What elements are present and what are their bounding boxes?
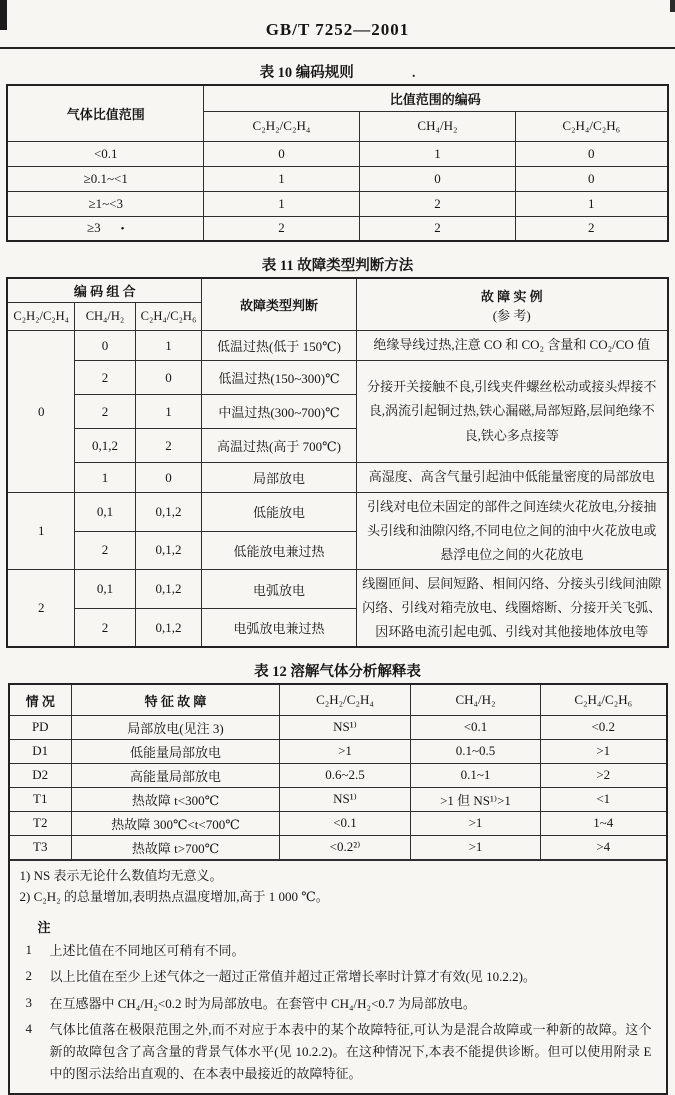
note-number: 1 <box>25 942 32 958</box>
fault-cell: 局部放电(见注 3) <box>72 715 280 739</box>
code-cell: 0 <box>203 141 359 166</box>
note-number: 4 <box>25 1020 32 1036</box>
case-cell: PD <box>10 715 72 739</box>
ratio-cell: >1 <box>541 739 666 763</box>
case-cell: T3 <box>10 835 72 859</box>
note-item <box>24 1019 652 1085</box>
table-row <box>10 835 666 859</box>
table-row <box>10 715 666 739</box>
footnote-2: 2) C₂H₂ 的总量增加,表明热点温度增加,高于 1 000 ℃。 <box>19 888 329 904</box>
scan-dot-artifact: . <box>411 65 416 81</box>
fault-cell: 热故障 t<300℃ <box>72 787 280 811</box>
table-row <box>7 331 667 361</box>
case-cell: T2 <box>10 811 72 835</box>
code-cell: 1 <box>135 331 201 361</box>
table12-header-case: 情 况 <box>10 685 72 715</box>
table12-footnotes <box>10 860 666 910</box>
code-cell: 0 <box>359 166 515 191</box>
code-group-cell: 2 <box>7 570 74 648</box>
table11-title: 表 11 故障类型判断方法 <box>261 258 414 274</box>
code-cell: 0,1,2 <box>135 493 201 532</box>
ratio-cell: <0.1 <box>280 811 411 835</box>
table11-header-ch4-h2: CH₄/H₂ <box>74 303 135 331</box>
code-cell: 2 <box>135 429 201 463</box>
notes-label: 注 <box>37 920 51 936</box>
table11-header-row1 <box>7 278 667 303</box>
table11-header-code-combination: 编 码 组 合 <box>7 278 201 303</box>
example-cell: 线圈匝间、层间短路、相间闪络、分接头引线间油隙闪络、引线对箱壳放电、线圈熔断、分接开关飞弧、因环路电流引起电弧、引线对其他接地体放电等 <box>357 570 668 648</box>
fault-cell: 热故障 300℃<t<700℃ <box>72 811 280 835</box>
code-cell: 2 <box>359 216 515 241</box>
range-value: ≥3 <box>86 220 101 236</box>
header-divider-rule <box>0 47 675 49</box>
table11-header-example-line2: (参 考) <box>492 307 531 323</box>
judgment-cell: 低温过热(低于 150℃) <box>202 331 357 361</box>
code-cell: 2 <box>74 395 135 429</box>
footnote-1: 1) NS 表示无论什么数值均无意义。 <box>19 867 223 883</box>
fault-cell: 高能量局部放电 <box>72 763 280 787</box>
table10-header-c2h2-c2h4: C₂H₂/C₂H₄ <box>203 111 359 141</box>
table12-title: 表 12 溶解气体分析解释表 <box>254 664 421 681</box>
note-item <box>24 940 652 962</box>
ratio-cell: 1~4 <box>541 811 666 835</box>
code-cell: 0 <box>74 331 135 361</box>
code-cell: 1 <box>359 141 515 166</box>
table10-header-gas-ratio: 气体比值范围 <box>7 85 203 141</box>
code-cell: 1 <box>515 191 667 216</box>
ratio-cell: >4 <box>541 835 666 859</box>
range-cell: ≥1~<3 <box>7 191 203 216</box>
ratio-cell: 0.1~1 <box>411 763 541 787</box>
case-cell: T1 <box>10 787 72 811</box>
code-cell: 2 <box>74 361 135 395</box>
table10-header-ch4-h2: CH₄/H₂ <box>359 111 515 141</box>
code-group-cell: 1 <box>7 493 74 570</box>
table12-dga-interpretation <box>10 685 666 860</box>
table10-title-text: 表 10 编码规则 <box>259 65 354 81</box>
table-row <box>10 763 666 787</box>
note-text: 以上比值在至少上述气体之一超过正常值并超过正常增长率时计算才有效(见 10.2.2)。 <box>49 969 536 985</box>
code-cell: 0 <box>515 141 667 166</box>
table12-header-ch4-h2: CH₄/H₂ <box>411 685 541 715</box>
ratio-cell: >2 <box>541 763 666 787</box>
note-number: 2 <box>25 968 32 984</box>
note-text: 在互感器中 CH₄/H₂<0.2 时为局部放电。在套管中 CH₄/H₂<0.7 为局部放电。 <box>49 995 476 1011</box>
table-row <box>7 493 667 532</box>
scan-artifact-top-right <box>670 0 675 12</box>
table10-header-code-group: 比值范围的编码 <box>203 85 667 111</box>
table-row <box>7 463 667 493</box>
scan-dot-artifact: • <box>120 223 125 236</box>
code-cell: 0,1 <box>74 570 135 609</box>
table-row <box>7 570 667 609</box>
table11-header-c2h4-c2h6: C₂H₄/C₂H₆ <box>135 303 201 331</box>
code-cell: 0 <box>515 166 667 191</box>
case-cell: D1 <box>10 739 72 763</box>
code-cell: 0,1,2 <box>74 429 135 463</box>
table11-header-example <box>357 278 668 331</box>
code-group-cell: 0 <box>7 331 74 493</box>
code-cell: 0 <box>135 361 201 395</box>
table11-header-example-line1: 故 障 实 例 <box>480 288 543 304</box>
standard-number-header: GB/T 7252—2001 <box>265 20 410 39</box>
judgment-cell: 高温过热(高于 700℃) <box>202 429 357 463</box>
table10-coding-rules <box>6 84 668 242</box>
note-item <box>24 966 652 988</box>
note-text: 上述比值在不同地区可稍有不同。 <box>49 943 245 959</box>
code-cell: 0,1,2 <box>135 608 201 647</box>
ratio-cell: <1 <box>541 787 666 811</box>
table10-title <box>0 61 675 80</box>
table-row <box>10 787 666 811</box>
ratio-cell: >1 <box>411 835 541 859</box>
judgment-cell: 局部放电 <box>202 463 357 493</box>
code-cell: 0,1 <box>74 493 135 532</box>
table11-fault-type-judgment <box>6 277 668 648</box>
case-cell: D2 <box>10 763 72 787</box>
example-cell: 分接开关接触不良,引线夹件螺丝松动或接头焊接不良,涡流引起铜过热,铁心漏磁,局部短路,层间绝缘不良,铁心多点接等 <box>357 361 668 463</box>
code-cell: 2 <box>74 531 135 570</box>
ratio-cell: NS¹⁾ <box>280 715 411 739</box>
table-row <box>7 166 667 191</box>
example-cell: 绝缘导线过热,注意 CO 和 CO₂ 含量和 CO₂/CO 值 <box>357 331 668 361</box>
table-row <box>7 141 667 166</box>
code-cell: 1 <box>135 395 201 429</box>
ratio-cell: >1 <box>280 739 411 763</box>
judgment-cell: 低能放电兼过热 <box>202 531 357 570</box>
table11-header-judgment: 故障类型判断 <box>202 278 357 331</box>
ratio-cell: 0.1~0.5 <box>411 739 541 763</box>
note-item <box>24 993 652 1015</box>
example-cell: 高湿度、高含气量引起油中低能量密度的局部放电 <box>357 463 668 493</box>
code-cell: 1 <box>203 191 359 216</box>
ratio-cell: <0.2²⁾ <box>280 835 411 859</box>
table10-header-row1 <box>7 85 667 111</box>
note-text: 气体比值落在极限范围之外,而不对应于本表中的某个故障特征,可认为是混合故障或一种新的故障。这个新的故障包含了高含量的背景气体水平(见 10.2.2)。在这种情况下,本表不能提供诊断。但可以使用附录 E 中的图示法给出直观的、在本表中最接近的故障特征。 <box>49 1021 652 1081</box>
range-cell: ≥0.1~<1 <box>7 166 203 191</box>
table-row <box>7 191 667 216</box>
table12-header-c2h2-c2h4: C₂H₂/C₂H₄ <box>280 685 411 715</box>
judgment-cell: 电弧放电兼过热 <box>202 608 357 647</box>
table-row <box>10 739 666 763</box>
code-cell: 2 <box>203 216 359 241</box>
fault-cell: 热故障 t>700℃ <box>72 835 280 859</box>
ratio-cell: 0.6~2.5 <box>280 763 411 787</box>
table11-header-c2h2-c2h4: C₂H₂/C₂H₄ <box>7 303 74 331</box>
code-cell: 1 <box>74 463 135 493</box>
table12-notes <box>10 909 666 1093</box>
code-cell: 2 <box>74 608 135 647</box>
code-cell: 0 <box>135 463 201 493</box>
ratio-cell: >1 <box>411 811 541 835</box>
code-cell: 1 <box>203 166 359 191</box>
table12-header-fault: 特 征 故 障 <box>72 685 280 715</box>
code-cell: 0,1,2 <box>135 531 201 570</box>
code-cell: 2 <box>515 216 667 241</box>
judgment-cell: 低温过热(150~300)℃ <box>202 361 357 395</box>
table-row <box>10 811 666 835</box>
example-cell: 引线对电位未固定的部件之间连续火花放电,分接抽头引线和油隙闪络,不同电位之间的油中火花放电或悬浮电位之间的火花放电 <box>357 493 668 570</box>
range-cell <box>7 216 203 241</box>
scan-artifact-top-left <box>0 0 7 30</box>
table10-header-c2h4-c2h6: C₂H₄/C₂H₆ <box>515 111 667 141</box>
judgment-cell: 中温过热(300~700)℃ <box>202 395 357 429</box>
fault-cell: 低能量局部放电 <box>72 739 280 763</box>
table12-header-c2h4-c2h6: C₂H₄/C₂H₆ <box>541 685 666 715</box>
table-row <box>7 216 667 241</box>
ratio-cell: <0.1 <box>411 715 541 739</box>
judgment-cell: 电弧放电 <box>202 570 357 609</box>
judgment-cell: 低能放电 <box>202 493 357 532</box>
table12-box <box>8 683 668 1095</box>
ratio-cell: NS¹⁾ <box>280 787 411 811</box>
ratio-cell: >1 但 NS¹⁾>1 <box>411 787 541 811</box>
code-cell: 2 <box>359 191 515 216</box>
note-number: 3 <box>25 994 32 1010</box>
table-row <box>7 361 667 395</box>
code-cell: 0,1,2 <box>135 570 201 609</box>
ratio-cell: <0.2 <box>541 715 666 739</box>
range-cell: <0.1 <box>7 141 203 166</box>
table12-header-row <box>10 685 666 715</box>
